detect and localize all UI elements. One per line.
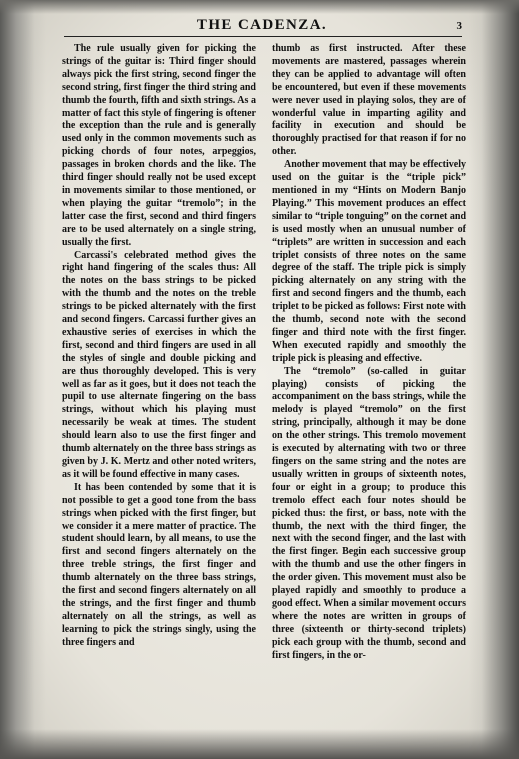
paragraph: Another movement that may be effectively used on the guitar is the “triple pick” mentioned in my “Hints on Modern Banjo Playing.” This movement produces an effect similar to “triple tonguing” on the cornet and is used mostly when an unusual number of “triplets” are written in succession and each triplet consists of three notes on the same degree of the staff. The triple pick is simply picking alternately on any string with the first and second fingers and the thumb, each triplet to be picked as follows: First note with the thumb, second note with the second finger and third note with the first finger. When executed rapidly and smoothly the triple pick is pleasing and effective. (272, 159, 466, 364)
left-column (62, 43, 256, 650)
header-rule (64, 36, 462, 37)
paragraph-continued: thumb as first instructed. After these movements are mastered, passages wherein they can be applied to advantage will often be encountered, but even if these movements were never used in playing solos, they are of wonderful value in imparting agility and facility in execution and should be thoroughly practised for that reason if for no other. (272, 43, 466, 158)
paragraph: The rule usually given for picking the strings of the guitar is: Third finger should always pick the first string, second finger the second string, first finger the third string and thumb the fourth, fifth and sixth strings. As a matter of fact this style of fingering is oftener the exception than the rule and is generally used only in the common movements such as picking chords of four notes, arpeggios, passages in broken chords and the like. The third finger should really not be used except in movements similar to those mentioned, or when playing the guitar “tremolo”; in the latter case the first, second and third fingers are to be used alternately on a single string, usually the first. (62, 43, 256, 248)
journal-title: THE CADENZA. (196, 17, 328, 33)
paragraph: Carcassi's celebrated method gives the right hand fingering of the scales thus: All the notes on the bass strings to be picked with the thumb and the notes on the treble strings to be picked alternately with the first and second fingers. Carcassi further gives an exhaustive series of exercises in which the first, second and third fingers are used in all the styles of single and double picking and are thus thoroughly developed. This is very well as far as it goes, but it does not teach the pupil to use alternate fingering on the bass strings, without which his playing must necessarily be weak at times. The student should learn also to use the first finger and thumb alternately on the three bass strings as given by J. K. Mertz and other noted writers, as it will be found effective in many cases. (62, 249, 256, 480)
right-column (272, 43, 466, 663)
page-shadow-top (0, 0, 519, 14)
page-shadow-left (0, 0, 46, 759)
paragraph: The “tremolo” (so-called in guitar playing) consists of picking the accompaniment on the bass strings, while the melody is played “tremolo” on the first string, principally, although it may be done on the other strings. This tremolo movement is executed by alternating with two or three fingers on the same string and the notes are usually written in groups of sixteenth notes, four or eight in a group; to produce this tremolo effect each four notes should be picked thus: the first, or bass, note with the thumb, the next with the third finger, the next with the second finger, and the last with the first finger. Begin each successive group with the thumb and use the other fingers in the order given. This movement must also be played rapidly and smoothly to produce a good effect. When a similar movement occurs where the notes are written in groups of three (sixteenth or thirty-second triplets) pick each group with the thumb, second and first fingers, in the or- (272, 365, 466, 661)
page-shadow-right (469, 0, 519, 759)
page-number: 3 (456, 20, 462, 32)
page-shadow-bottom (0, 729, 519, 759)
paragraph: It has been contended by some that it is not possible to get a good tone from the bass strings when picked with the first finger, but we consider it a mere matter of practice. The student should learn, by all means, to use the first and second fingers alternately on the three treble strings, the first finger and thumb alternately on the three bass strings, the first and second fingers alternately on all the strings, and the first finger and thumb alternately on all the strings, as well as learning to pick the strings singly, using the three fingers and (62, 481, 256, 648)
